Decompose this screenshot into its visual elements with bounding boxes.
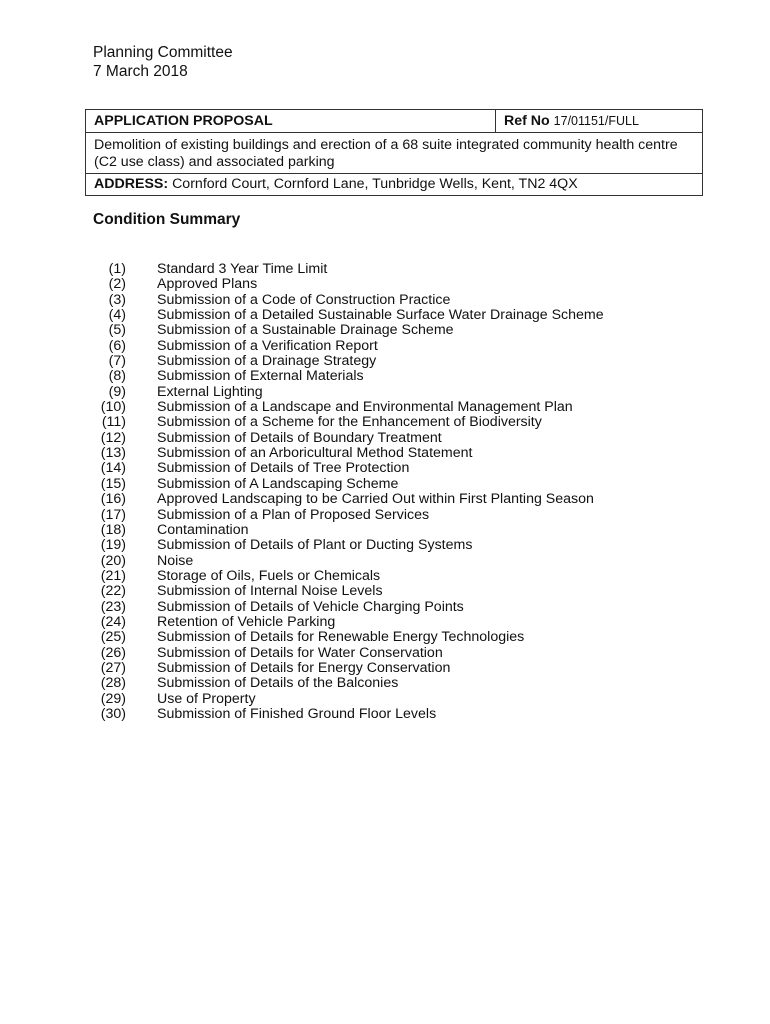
condition-number: (19) xyxy=(100,537,126,554)
condition-number: (14) xyxy=(100,460,126,477)
condition-number: (21) xyxy=(100,567,126,584)
condition-number: (9) xyxy=(108,383,126,400)
condition-item xyxy=(93,538,713,553)
condition-item xyxy=(93,354,713,369)
condition-number: (28) xyxy=(100,675,126,692)
condition-text: Submission of External Materials xyxy=(157,368,364,385)
condition-number: (4) xyxy=(108,307,126,324)
condition-text: Noise xyxy=(157,552,194,569)
condition-text: Submission of a Sustainable Drainage Scheme xyxy=(157,322,454,339)
condition-text: Submission of a Verification Report xyxy=(157,337,378,354)
condition-number: (3) xyxy=(108,291,126,308)
condition-item xyxy=(93,262,713,277)
condition-text: Use of Property xyxy=(157,690,256,707)
condition-number: (12) xyxy=(100,429,126,446)
condition-text: Submission of an Arboricultural Method Statement xyxy=(157,445,473,462)
condition-number: (7) xyxy=(108,353,126,370)
condition-item xyxy=(93,477,713,492)
condition-number: (22) xyxy=(100,583,126,600)
condition-number: (5) xyxy=(108,322,126,339)
condition-text: Submission of a Plan of Proposed Services xyxy=(157,506,430,523)
condition-item xyxy=(93,400,713,415)
condition-number: (25) xyxy=(100,629,126,646)
condition-item xyxy=(93,584,713,599)
condition-text: Storage of Oils, Fuels or Chemicals xyxy=(157,567,381,584)
condition-text: Submission of Details of Plant or Ducting Systems xyxy=(157,537,473,554)
condition-list xyxy=(93,262,713,722)
condition-number: (17) xyxy=(100,506,126,523)
condition-number: (26) xyxy=(100,644,126,661)
proposal-label-cell xyxy=(86,110,496,133)
condition-text: Approved Plans xyxy=(157,276,258,293)
address-value: Cornford Court, Cornford Lane, Tunbridge Wells, Kent, TN2 4QX xyxy=(172,176,578,192)
address-cell xyxy=(86,174,703,196)
condition-item xyxy=(93,385,713,400)
condition-item xyxy=(93,661,713,676)
condition-item xyxy=(93,600,713,615)
condition-item xyxy=(93,323,713,338)
condition-text: External Lighting xyxy=(157,383,263,400)
condition-text: Submission of Details of Tree Protection xyxy=(157,460,410,477)
committee-name: Planning Committee xyxy=(93,44,233,61)
condition-item xyxy=(93,415,713,430)
condition-text: Submission of Internal Noise Levels xyxy=(157,583,383,600)
condition-number: (23) xyxy=(100,598,126,615)
condition-text: Retention of Vehicle Parking xyxy=(157,613,336,630)
condition-item xyxy=(93,523,713,538)
condition-item xyxy=(93,676,713,691)
proposal-label: APPLICATION PROPOSAL xyxy=(94,113,273,129)
condition-summary-title: Condition Summary xyxy=(93,211,241,228)
condition-number: (15) xyxy=(100,475,126,492)
condition-text: Submission of a Code of Construction Practice xyxy=(157,291,451,308)
condition-number: (30) xyxy=(100,705,126,722)
condition-text: Submission of Details of the Balconies xyxy=(157,675,399,692)
condition-text: Approved Landscaping to be Carried Out within First Planting Season xyxy=(157,491,594,508)
condition-text: Submission of a Detailed Sustainable Surface Water Drainage Scheme xyxy=(157,307,604,324)
condition-item xyxy=(93,369,713,384)
condition-item xyxy=(93,431,713,446)
condition-text: Submission of Details for Energy Conservation xyxy=(157,659,451,676)
condition-item xyxy=(93,630,713,645)
proposal-description: Demolition of existing buildings and erection of a 68 suite integrated community health centre (C2 use class) and associated parking xyxy=(86,133,703,174)
condition-text: Submission of Details of Boundary Treatment xyxy=(157,429,442,446)
ref-value: 17/01151/FULL xyxy=(553,114,639,128)
condition-number: (10) xyxy=(100,399,126,416)
meeting-date: 7 March 2018 xyxy=(93,63,188,80)
condition-item xyxy=(93,339,713,354)
condition-item xyxy=(93,446,713,461)
condition-item xyxy=(93,692,713,707)
condition-item xyxy=(93,646,713,661)
condition-item xyxy=(93,615,713,630)
condition-number: (29) xyxy=(100,690,126,707)
ref-cell xyxy=(496,110,703,133)
condition-number: (18) xyxy=(100,521,126,538)
condition-number: (16) xyxy=(100,491,126,508)
condition-number: (13) xyxy=(100,445,126,462)
condition-number: (27) xyxy=(100,659,126,676)
condition-text: Submission of Details for Water Conservation xyxy=(157,644,443,661)
condition-number: (8) xyxy=(108,368,126,385)
condition-item xyxy=(93,293,713,308)
condition-number: (20) xyxy=(100,552,126,569)
description-row xyxy=(86,133,703,174)
condition-item xyxy=(93,508,713,523)
condition-item xyxy=(93,277,713,292)
condition-text: Submission of a Landscape and Environmental Management Plan xyxy=(157,399,573,416)
condition-item xyxy=(93,308,713,323)
document-header xyxy=(93,43,233,81)
condition-item xyxy=(93,707,713,722)
condition-item xyxy=(93,569,713,584)
condition-text: Submission of Details of Vehicle Charging Points xyxy=(157,598,464,615)
condition-text: Contamination xyxy=(157,521,249,538)
condition-number: (6) xyxy=(108,337,126,354)
address-label: ADDRESS: xyxy=(94,176,169,192)
condition-item xyxy=(93,461,713,476)
condition-number: (11) xyxy=(101,414,126,431)
ref-label: Ref No xyxy=(504,113,550,129)
condition-text: Submission of a Drainage Strategy xyxy=(157,353,377,370)
condition-text: Submission of Finished Ground Floor Levels xyxy=(157,705,437,722)
condition-item xyxy=(93,554,713,569)
condition-number: (2) xyxy=(108,276,126,293)
condition-number: (24) xyxy=(100,613,126,630)
condition-text: Submission of a Scheme for the Enhancement of Biodiversity xyxy=(157,414,542,431)
application-table xyxy=(85,109,703,196)
condition-text: Submission of Details for Renewable Energy Technologies xyxy=(157,629,525,646)
condition-text: Submission of A Landscaping Scheme xyxy=(157,475,399,492)
condition-text: Standard 3 Year Time Limit xyxy=(157,261,328,277)
proposal-header-row xyxy=(86,110,703,133)
address-row xyxy=(86,174,703,196)
condition-item xyxy=(93,492,713,507)
condition-number: (1) xyxy=(108,261,126,277)
